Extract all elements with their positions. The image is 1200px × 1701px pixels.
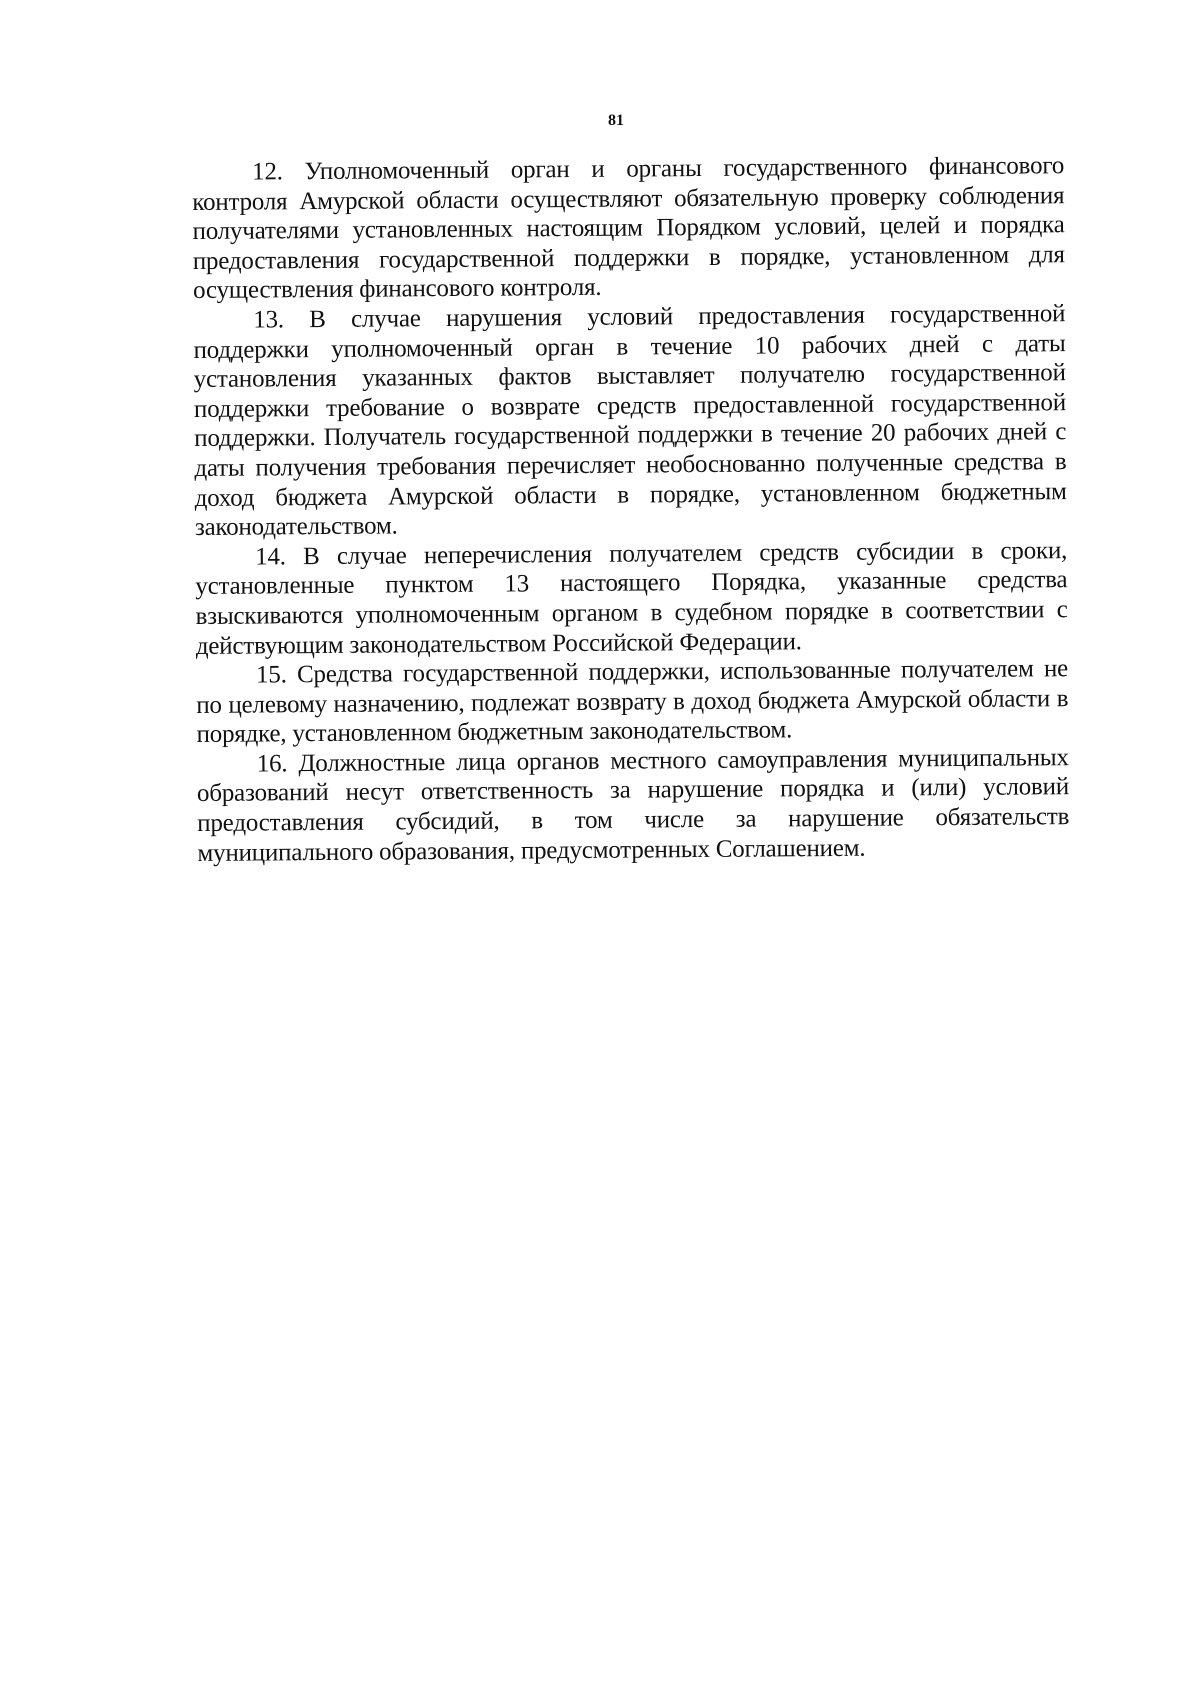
paragraph-15: 15. Средства государственной поддержки, использованные получателем не по целевому назначению, подлежат возврату в доход бюджета Амурской области в порядке, установленном бюджетным законодательством. — [196, 655, 1069, 749]
paragraph-16: 16. Должностные лица органов местного самоуправления муниципальных образований несут ответственность за нарушение порядка и (или) условий предоставления субсидий, в том числе за нарушение обязательств муниципального образования, предусмотренных Соглашением. — [196, 744, 1070, 867]
paragraph-13: 13. В случае нарушения условий предоставления государственной поддержки уполномоченный орган в течение 10 рабочих дней с даты установления указанных фактов выставляет получателю государственной поддержки требование о возврате средств предоставленной государственной поддержки. Получатель государственной поддержки в течение 20 рабочих дней с даты получения требования перечисляет необоснованно полученные средства в доход бюджета Амурской области в порядке, установленном бюджетным законодательством. — [193, 300, 1067, 542]
document-body — [192, 151, 1070, 868]
paragraph-12: 12. Уполномоченный орган и органы государственного финансового контроля Амурской области осуществляют обязательную проверку соблюдения получателями установленных настоящим Порядком условий, целей и порядка предоставления государственной поддержки в порядке, установленном для осуществления финансового контроля. — [192, 152, 1065, 305]
paragraph-14: 14. В случае неперечисления получателем средств субсидии в сроки, установленные пунктом 13 настоящего Порядка, указанные средства взыскиваются уполномоченным органом в судебном порядке в соответствии с действующим законодательством Российской Федерации. — [195, 536, 1068, 660]
page-number: 81 — [608, 112, 624, 129]
